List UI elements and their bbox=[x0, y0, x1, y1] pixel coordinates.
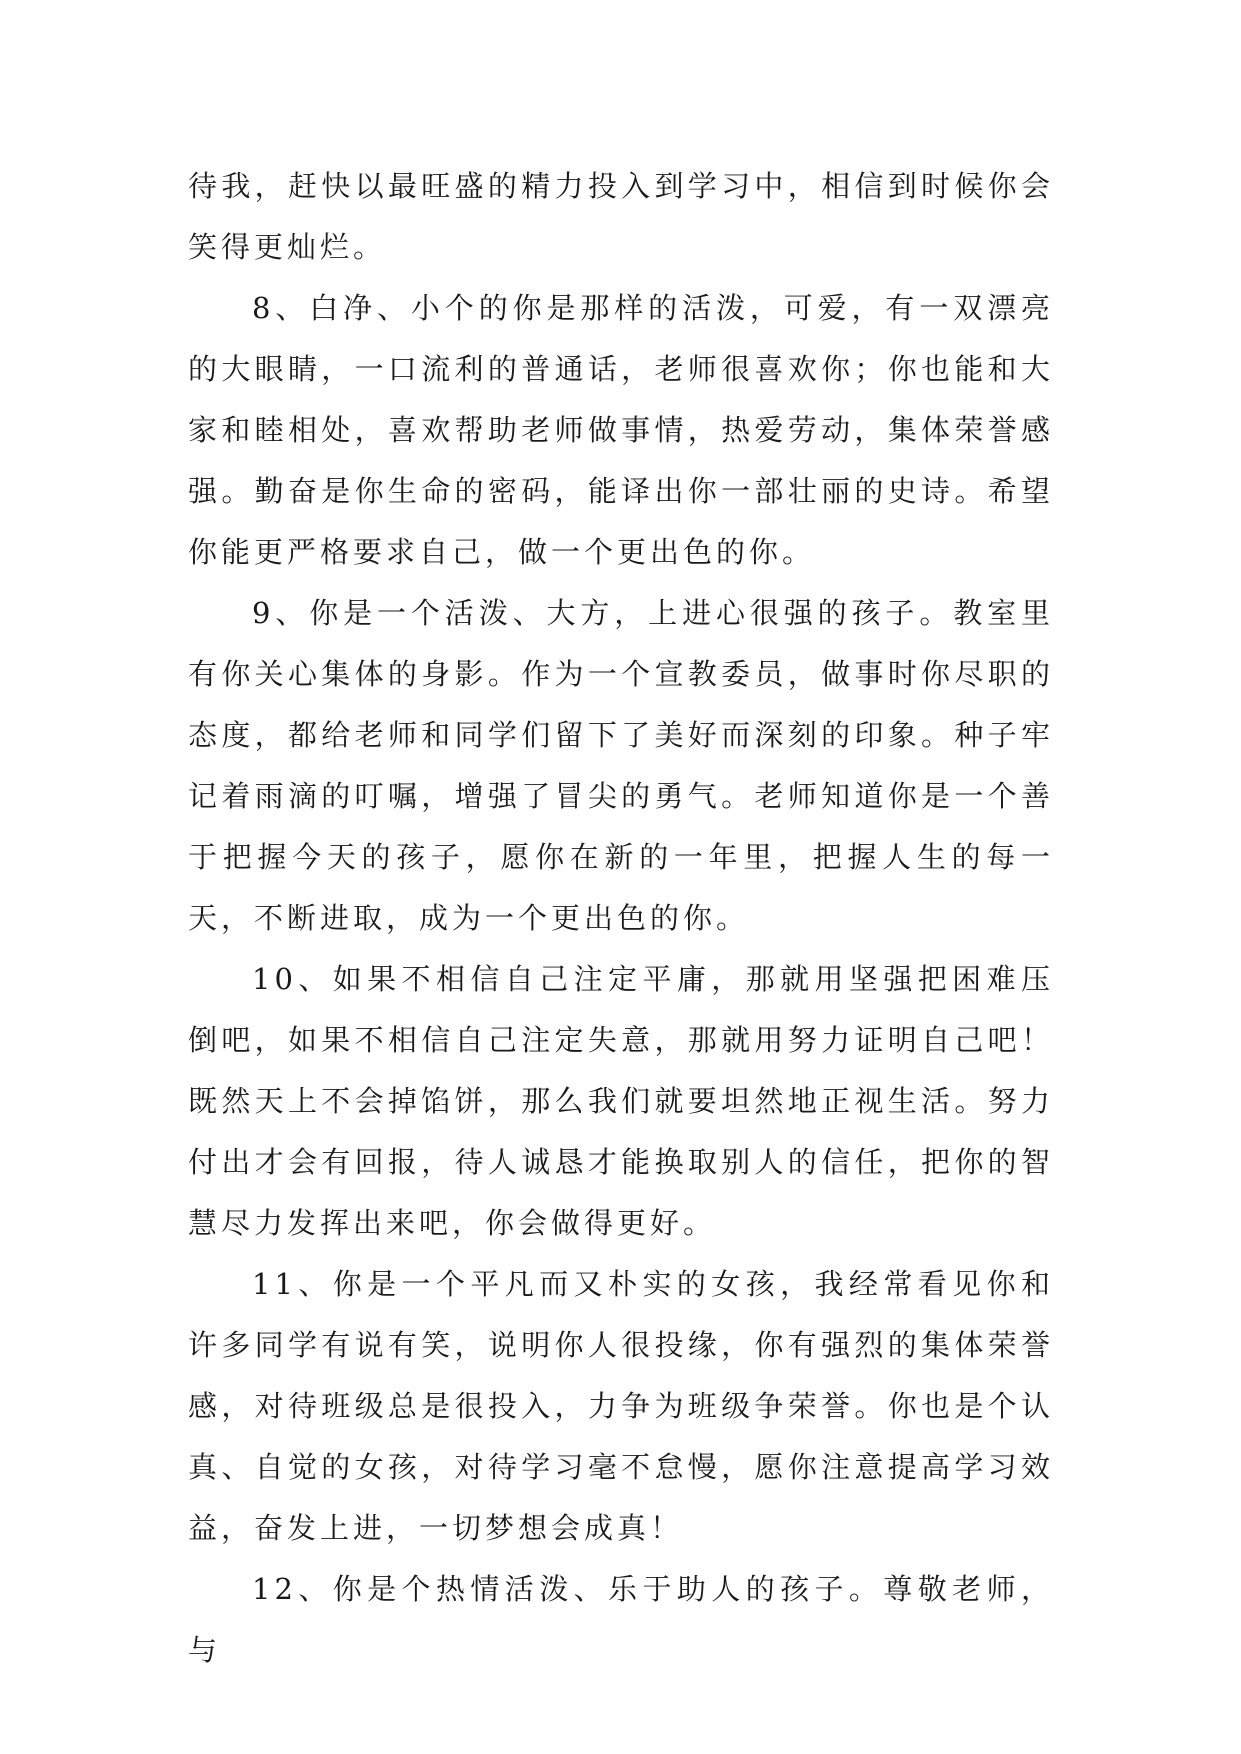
paragraph-comment-10: 10、如果不相信自己注定平庸，那就用坚强把困难压倒吧，如果不相信自己注定失意，那就用努力证明自己吧！既然天上不会掉馅饼，那么我们就要坦然地正视生活。努力付出才会有回报，待人诚恳才能换取别人的信任，把你的智慧尽力发挥出来吧，你会做得更好。 bbox=[188, 962, 1054, 1240]
paragraph-comment-9: 9、你是一个活泼、大方，上进心很强的孩子。教室里有你关心集体的身影。作为一个宣教委员，做事时你尽职的态度，都给老师和同学们留下了美好而深刻的印象。种子牢记着雨滴的叮嘱，增强了冒尖的勇气。老师知道你是一个善于把握今天的孩子，愿你在新的一年里，把握人生的每一天，不断进取，成为一个更出色的你。 bbox=[188, 596, 1054, 935]
paragraph-comment-8: 8、白净、小个的你是那样的活泼，可爱，有一双漂亮的大眼睛，一口流利的普通话，老师很喜欢你；你也能和大家和睦相处，喜欢帮助老师做事情，热爱劳动，集体荣誉感强。勤奋是你生命的密码，能译出你一部壮丽的史诗。希望你能更严格要求自己，做一个更出色的你。 bbox=[188, 291, 1054, 569]
paragraph-continued: 待我，赶快以最旺盛的精力投入到学习中，相信到时候你会笑得更灿烂。 bbox=[188, 169, 1054, 264]
paragraph-comment-12: 12、你是个热情活泼、乐于助人的孩子。尊敬老师，与 bbox=[188, 1572, 1054, 1667]
paragraph-comment-11: 11、你是一个平凡而又朴实的女孩，我经常看见你和许多同学有说有笑，说明你人很投缘，你有强烈的集体荣誉感，对待班级总是很投入，力争为班级争荣誉。你也是个认真、自觉的女孩，对待学习毫不怠慢，愿你注意提高学习效益，奋发上进，一切梦想会成真！ bbox=[188, 1267, 1054, 1545]
document-body bbox=[188, 156, 1054, 1681]
